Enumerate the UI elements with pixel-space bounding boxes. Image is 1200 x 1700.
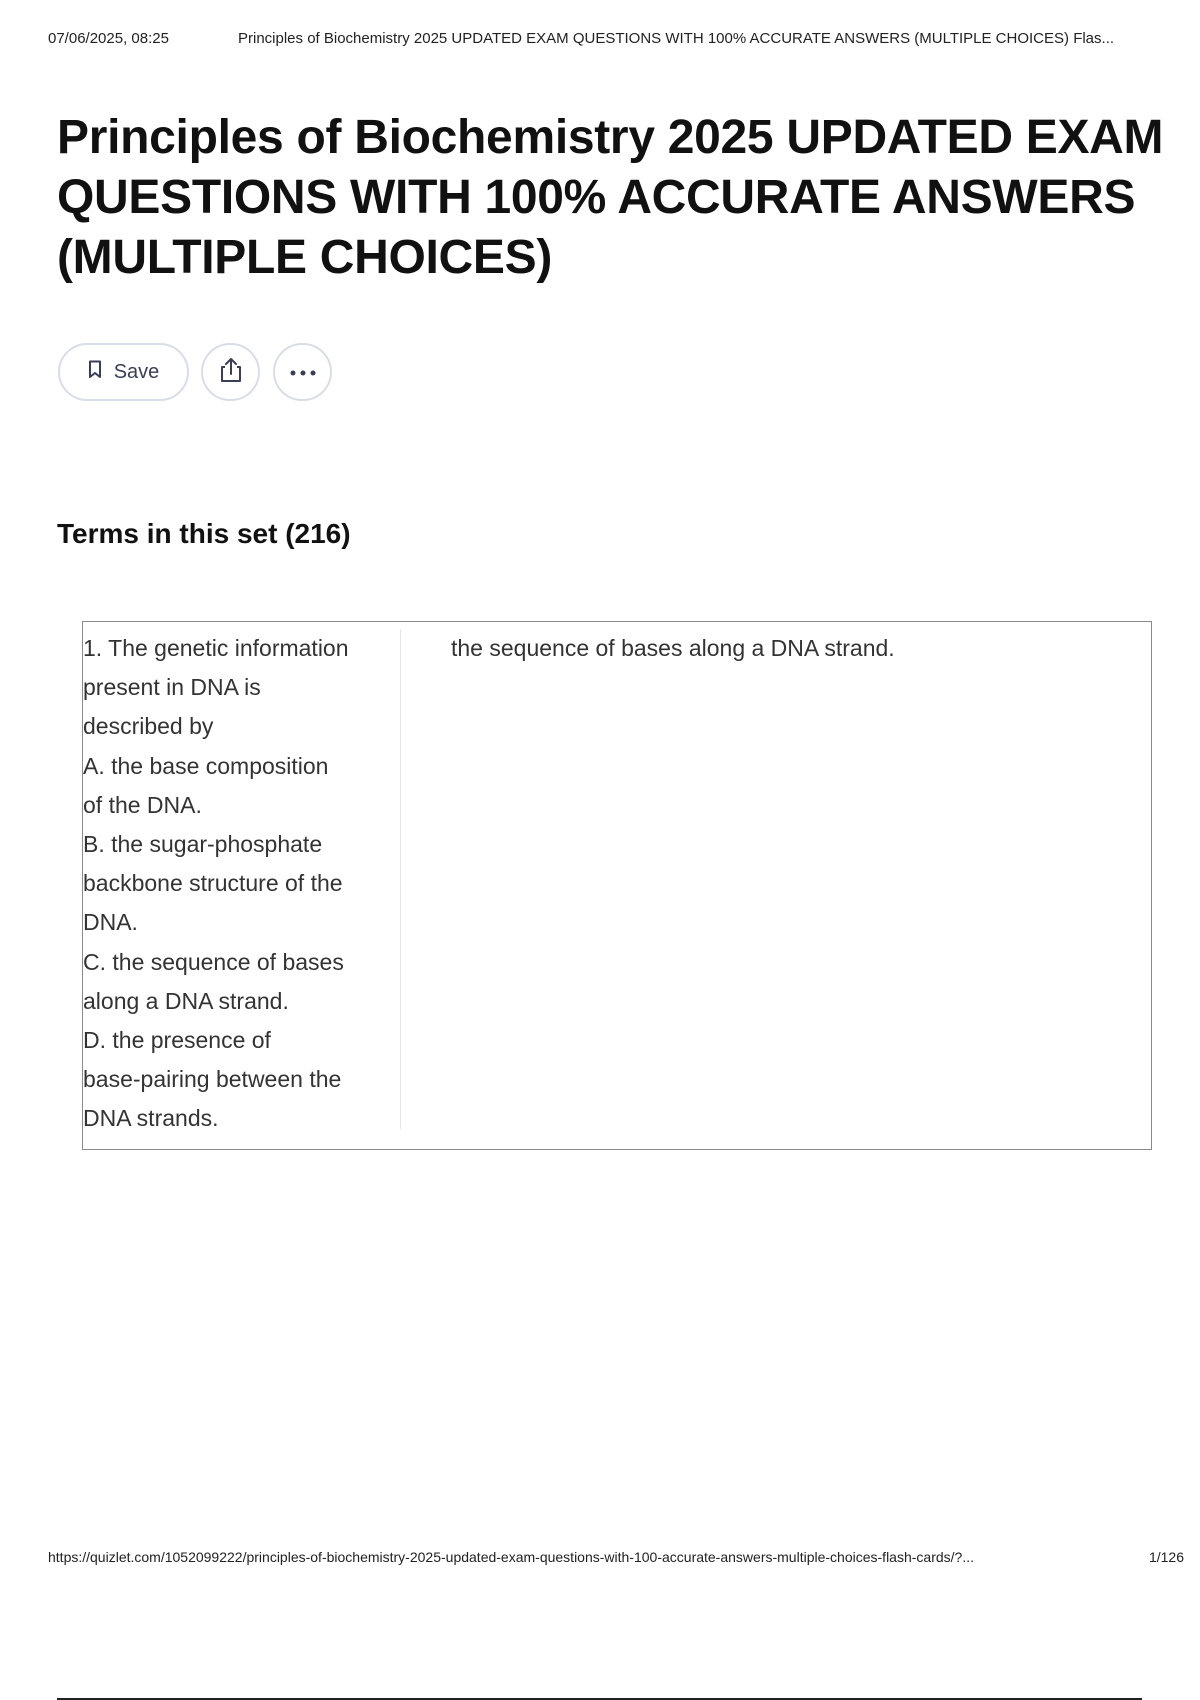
term-line: 1. The genetic information xyxy=(83,635,349,661)
term-line: present in DNA is xyxy=(83,674,261,701)
bookmark-icon xyxy=(88,360,102,385)
share-button[interactable] xyxy=(201,343,260,401)
page-number: 1/126 xyxy=(1148,1549,1184,1565)
term-line: C. the sequence of bases xyxy=(83,948,344,975)
term-line: A. the base composition xyxy=(83,752,329,779)
print-url: https://quizlet.com/1052099222/principles-of-biochemistry-2025-updated-exam-questions-with-100-accurate-answers-multiple-choices-flash-cards/?... xyxy=(48,1549,974,1565)
definition-text: the sequence of bases along a DNA strand. xyxy=(451,635,895,661)
term-line: backbone structure of the xyxy=(83,870,343,897)
print-datetime: 07/06/2025, 08:25 xyxy=(48,30,169,47)
more-options-button[interactable] xyxy=(273,343,332,401)
flashcard-row xyxy=(82,621,1152,1150)
save-button[interactable] xyxy=(58,343,189,401)
term-line: B. the sugar-phosphate xyxy=(83,831,323,858)
more-icon xyxy=(290,363,316,381)
term-line: D. the presence of xyxy=(83,1027,271,1054)
terms-heading: Terms in this set (216) xyxy=(57,518,351,549)
save-button-label: Save xyxy=(113,360,160,383)
term-text xyxy=(83,629,401,1132)
term-line: described by xyxy=(83,713,214,740)
term-line: DNA strands. xyxy=(83,1105,219,1132)
print-document-title: Principles of Biochemistry 2025 UPDATED EXAM QUESTIONS WITH 100% ACCURATE ANSWERS (MULTIPLE CHOICES) Flas... xyxy=(238,30,1115,47)
term-line: DNA. xyxy=(83,909,138,936)
term-line: along a DNA strand. xyxy=(83,987,289,1014)
share-icon xyxy=(219,357,243,388)
page-title: Principles of Biochemistry 2025 UPDATED EXAM QUESTIONS WITH 100% ACCURATE ANSWERS (MULTIPLE CHOICES) xyxy=(57,111,1164,284)
term-line: of the DNA. xyxy=(83,791,202,818)
term-line: base-pairing between the xyxy=(83,1066,342,1093)
